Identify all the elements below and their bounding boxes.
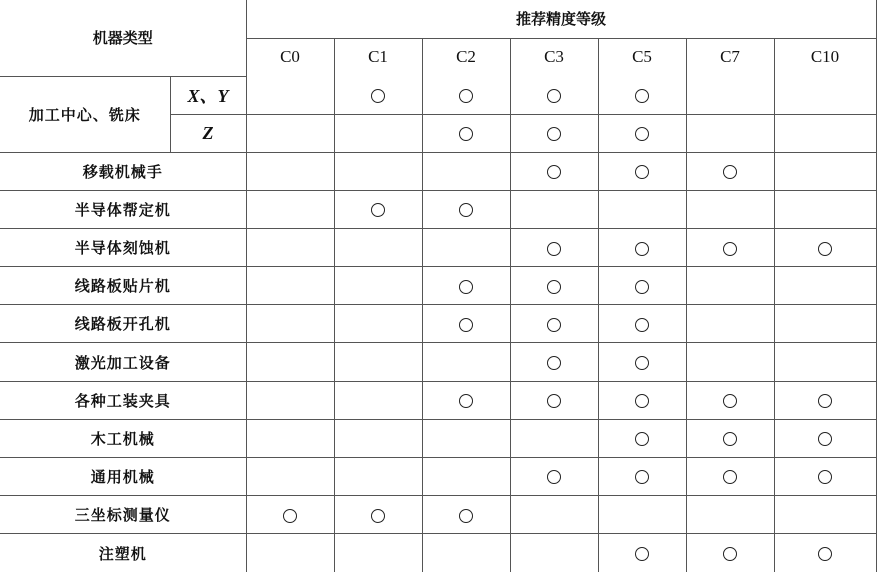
recommended-circle-icon — [635, 470, 649, 484]
grade-cell — [334, 534, 422, 572]
grade-cell — [774, 76, 876, 114]
recommended-circle-icon — [635, 394, 649, 408]
grade-cell — [774, 267, 876, 305]
grade-cell — [598, 229, 686, 267]
machine-name-cell: 木工机械 — [0, 419, 246, 457]
recommended-circle-icon — [635, 356, 649, 370]
recommended-circle-icon — [459, 203, 473, 217]
table-row — [0, 457, 876, 495]
grade-cell — [246, 457, 334, 495]
table-row — [0, 419, 876, 457]
grade-cell — [334, 229, 422, 267]
grade-cell — [334, 76, 422, 114]
grade-cell — [422, 305, 510, 343]
machine-name-cell: 激光加工设备 — [0, 343, 246, 381]
grade-header-c7: C7 — [686, 38, 774, 76]
grade-cell — [334, 152, 422, 190]
recommended-circle-icon — [723, 432, 737, 446]
grade-cell — [686, 229, 774, 267]
recommended-circle-icon — [283, 509, 297, 523]
grade-cell — [422, 190, 510, 228]
table-body — [0, 76, 876, 572]
grade-cell — [246, 190, 334, 228]
grade-cell — [598, 190, 686, 228]
grade-cell — [598, 343, 686, 381]
grade-cell — [510, 114, 598, 152]
grade-cell — [510, 381, 598, 419]
recommended-circle-icon — [371, 203, 385, 217]
grade-cell — [246, 76, 334, 114]
grade-header-c5: C5 — [598, 38, 686, 76]
grade-cell — [334, 305, 422, 343]
grade-cell — [334, 190, 422, 228]
grade-cell — [422, 76, 510, 114]
recommended-circle-icon — [818, 432, 832, 446]
grade-cell — [686, 343, 774, 381]
grade-cell — [598, 381, 686, 419]
grade-cell — [598, 114, 686, 152]
grade-cell — [774, 457, 876, 495]
table-row — [0, 76, 876, 114]
grade-cell — [686, 457, 774, 495]
machine-type-header: 机器类型 — [0, 0, 246, 76]
grade-cell — [774, 152, 876, 190]
axis-cell: Z — [170, 114, 246, 152]
recommended-circle-icon — [723, 242, 737, 256]
recommended-circle-icon — [635, 547, 649, 561]
recommended-circle-icon — [818, 470, 832, 484]
grade-cell — [774, 229, 876, 267]
machine-name-cell: 半导体帮定机 — [0, 190, 246, 228]
machine-name-cell: 移载机械手 — [0, 152, 246, 190]
grade-cell — [598, 152, 686, 190]
grade-cell — [334, 267, 422, 305]
recommended-circle-icon — [818, 242, 832, 256]
grade-cell — [510, 305, 598, 343]
recommended-circle-icon — [371, 89, 385, 103]
grade-cell — [686, 496, 774, 534]
recommended-circle-icon — [547, 394, 561, 408]
grade-cell — [774, 305, 876, 343]
recommended-circle-icon — [635, 432, 649, 446]
grade-cell — [510, 76, 598, 114]
grade-cell — [774, 534, 876, 572]
grade-cell — [334, 419, 422, 457]
grade-cell — [598, 76, 686, 114]
table-row — [0, 152, 876, 190]
recommended-circle-icon — [459, 127, 473, 141]
table-row — [0, 534, 876, 572]
grade-cell — [334, 343, 422, 381]
recommended-circle-icon — [723, 547, 737, 561]
grade-cell — [246, 496, 334, 534]
grade-cell — [422, 419, 510, 457]
recommended-circle-icon — [635, 242, 649, 256]
grade-cell — [686, 534, 774, 572]
recommended-circle-icon — [723, 470, 737, 484]
recommended-circle-icon — [547, 280, 561, 294]
recommended-circle-icon — [459, 394, 473, 408]
grade-cell — [422, 534, 510, 572]
grade-cell — [686, 152, 774, 190]
recommended-circle-icon — [459, 280, 473, 294]
grade-cell — [246, 114, 334, 152]
recommended-circle-icon — [547, 356, 561, 370]
grade-cell — [686, 419, 774, 457]
recommended-circle-icon — [547, 165, 561, 179]
grade-cell — [510, 419, 598, 457]
grade-cell — [510, 267, 598, 305]
grade-cell — [510, 496, 598, 534]
grade-cell — [774, 343, 876, 381]
grade-cell — [246, 267, 334, 305]
recommended-circle-icon — [635, 127, 649, 141]
grade-cell — [686, 305, 774, 343]
table-row — [0, 190, 876, 228]
axis-cell: X、Y — [170, 76, 246, 114]
recommended-circle-icon — [547, 318, 561, 332]
recommended-circle-icon — [547, 89, 561, 103]
grade-cell — [774, 114, 876, 152]
grade-cell — [334, 496, 422, 534]
grade-cell — [510, 229, 598, 267]
grade-cell — [334, 457, 422, 495]
grade-cell — [510, 190, 598, 228]
grade-cell — [598, 534, 686, 572]
grade-cell — [686, 381, 774, 419]
table-row — [0, 496, 876, 534]
grade-cell — [246, 343, 334, 381]
grade-cell — [510, 343, 598, 381]
grade-cell — [686, 190, 774, 228]
recommended-circle-icon — [459, 318, 473, 332]
recommended-circle-icon — [547, 127, 561, 141]
grade-cell — [510, 152, 598, 190]
grade-cell — [510, 534, 598, 572]
grade-cell — [334, 381, 422, 419]
grade-cell — [334, 114, 422, 152]
grade-cell — [422, 496, 510, 534]
grade-cell — [246, 229, 334, 267]
grade-cell — [598, 457, 686, 495]
table-row — [0, 267, 876, 305]
grade-header-c2: C2 — [422, 38, 510, 76]
recommended-circle-icon — [635, 318, 649, 332]
grade-cell — [598, 267, 686, 305]
grade-header-c0: C0 — [246, 38, 334, 76]
grade-cell — [246, 381, 334, 419]
recommended-circle-icon — [723, 394, 737, 408]
recommended-circle-icon — [459, 89, 473, 103]
grade-cell — [686, 76, 774, 114]
recommended-circle-icon — [635, 280, 649, 294]
table-row — [0, 305, 876, 343]
grade-cell — [686, 114, 774, 152]
machine-name-cell: 通用机械 — [0, 457, 246, 495]
machine-name-cell: 注塑机 — [0, 534, 246, 572]
machine-name-cell: 线路板开孔机 — [0, 305, 246, 343]
grade-cell — [422, 381, 510, 419]
grade-header-c3: C3 — [510, 38, 598, 76]
recommended-circle-icon — [635, 89, 649, 103]
recommended-circle-icon — [635, 165, 649, 179]
grade-cell — [422, 343, 510, 381]
grade-cell — [422, 114, 510, 152]
grade-cell — [246, 534, 334, 572]
grade-cell — [686, 267, 774, 305]
grade-cell — [774, 496, 876, 534]
grade-cell — [598, 496, 686, 534]
grade-cell — [246, 152, 334, 190]
grade-cell — [246, 419, 334, 457]
grade-cell — [422, 457, 510, 495]
grade-cell — [510, 457, 598, 495]
recommended-circle-icon — [818, 394, 832, 408]
grade-cell — [774, 381, 876, 419]
machine-name-cell: 半导体刻蚀机 — [0, 229, 246, 267]
recommended-circle-icon — [547, 470, 561, 484]
grade-cell — [598, 419, 686, 457]
table-row — [0, 343, 876, 381]
machine-name-cell: 三坐标测量仪 — [0, 496, 246, 534]
grade-header-c1: C1 — [334, 38, 422, 76]
recommended-circle-icon — [723, 165, 737, 179]
machine-name-cell: 各种工装夹具 — [0, 381, 246, 419]
recommended-circle-icon — [459, 509, 473, 523]
grade-cell — [598, 305, 686, 343]
machine-name-cell: 加工中心、铣床 — [0, 76, 170, 152]
recommended-grade-header: 推荐精度等级 — [246, 0, 876, 38]
table-row — [0, 229, 876, 267]
grade-cell — [774, 190, 876, 228]
recommended-circle-icon — [818, 547, 832, 561]
recommended-circle-icon — [371, 509, 385, 523]
header-row-top — [0, 0, 876, 38]
grade-cell — [774, 419, 876, 457]
recommended-circle-icon — [547, 242, 561, 256]
grade-cell — [422, 152, 510, 190]
machine-name-cell: 线路板贴片机 — [0, 267, 246, 305]
grade-cell — [422, 229, 510, 267]
table-row — [0, 381, 876, 419]
grade-header-c10: C10 — [774, 38, 876, 76]
grade-cell — [246, 305, 334, 343]
grade-cell — [422, 267, 510, 305]
